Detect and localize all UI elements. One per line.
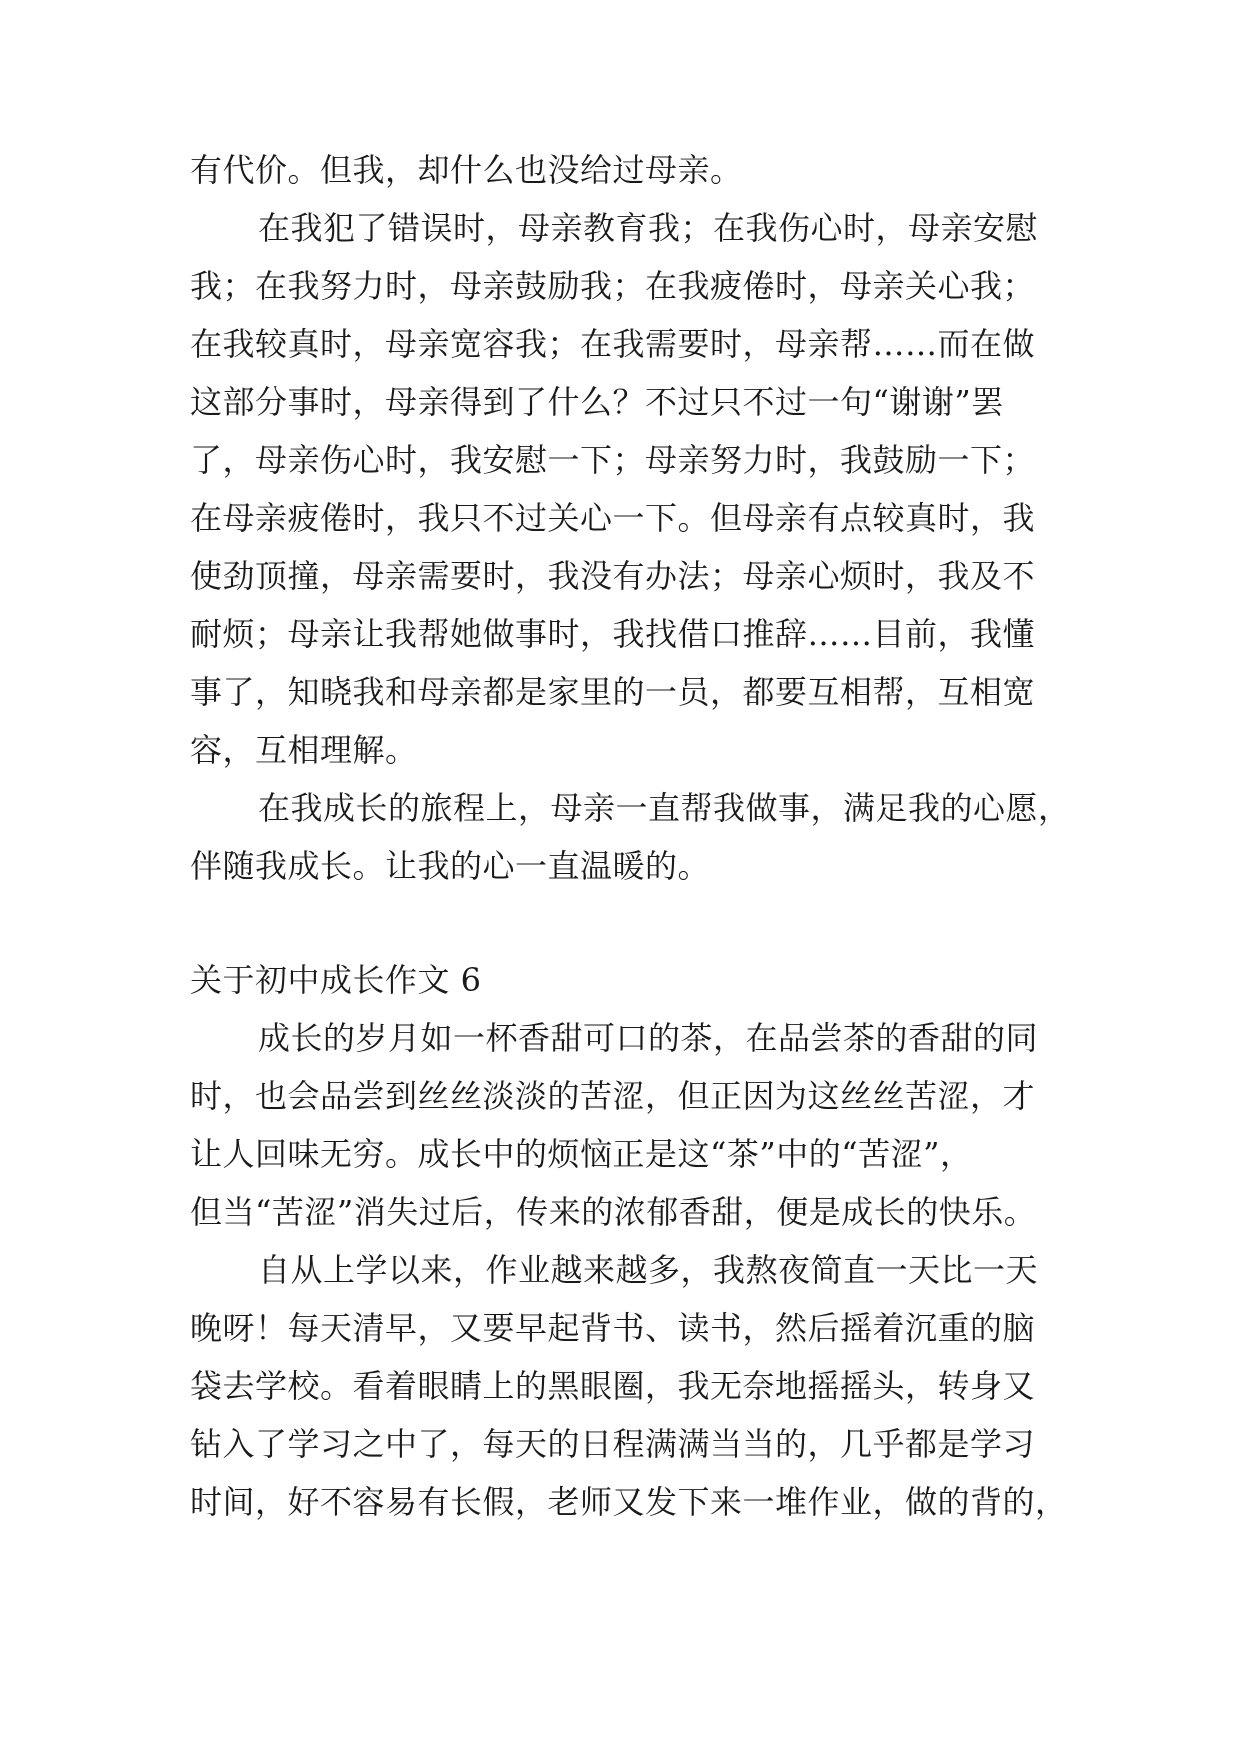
paragraph-line: 让人回味无穷。成长中的烦恼正是这“茶”中的“苦涩”，: [190, 1135, 973, 1173]
paragraph-line: 在我较真时，母亲宽容我；在我需要时，母亲帮……而在做: [190, 325, 1036, 363]
paragraph-line: 伴随我成长。让我的心一直温暖的。: [190, 847, 711, 885]
paragraph-line: 晚呀！每天清早，又要早起背书、读书，然后摇着沉重的脑: [190, 1309, 1036, 1347]
paragraph-line: 容，互相理解。: [190, 731, 418, 769]
paragraph-line: 钻入了学习之中了，每天的日程满满当当的，几乎都是学习: [190, 1425, 1036, 1463]
section-heading: 关于初中成长作文 6: [190, 961, 482, 999]
paragraph-line: 有代价。但我，却什么也没给过母亲。: [190, 151, 743, 189]
paragraph-line: 在我成长的旅程上，母亲一直帮我做事，满足我的心愿，: [258, 789, 1071, 827]
paragraph-line: 这部分事时，母亲得到了什么？不过只不过一句“谢谢”罢: [190, 383, 1004, 421]
paragraph-line: 在母亲疲倦时，我只不过关心一下。但母亲有点较真时，我: [190, 499, 1036, 537]
paragraph-line: 成长的岁月如一杯香甜可口的茶，在品尝茶的香甜的同: [258, 1019, 1039, 1057]
paragraph-line: 但当“苦涩”消失过后，传来的浓郁香甜，便是成长的快乐。: [190, 1193, 1037, 1231]
paragraph-line: 袋去学校。看着眼睛上的黑眼圈，我无奈地摇摇头，转身又: [190, 1367, 1036, 1405]
paragraph-line: 在我犯了错误时，母亲教育我；在我伤心时，母亲安慰: [258, 209, 1039, 247]
paragraph-line: 时，也会品尝到丝丝淡淡的苦涩，但正因为这丝丝苦涩，才: [190, 1077, 1036, 1115]
paragraph-line: 事了，知晓我和母亲都是家里的一员，都要互相帮，互相宽: [190, 673, 1036, 711]
paragraph-line: 自从上学以来，作业越来越多，我熬夜简直一天比一天: [258, 1251, 1039, 1289]
paragraph-line: 使劲顶撞，母亲需要时，我没有办法；母亲心烦时，我及不: [190, 557, 1036, 595]
paragraph-line: 了，母亲伤心时，我安慰一下；母亲努力时，我鼓励一下；: [190, 441, 1036, 479]
paragraph-line: 我；在我努力时，母亲鼓励我；在我疲倦时，母亲关心我；: [190, 267, 1036, 305]
paragraph-line: 时间，好不容易有长假，老师又发下来一堆作业，做的背的，: [190, 1483, 1068, 1521]
paragraph-line: 耐烦；母亲让我帮她做事时，我找借口推辞……目前，我懂: [190, 615, 1036, 653]
